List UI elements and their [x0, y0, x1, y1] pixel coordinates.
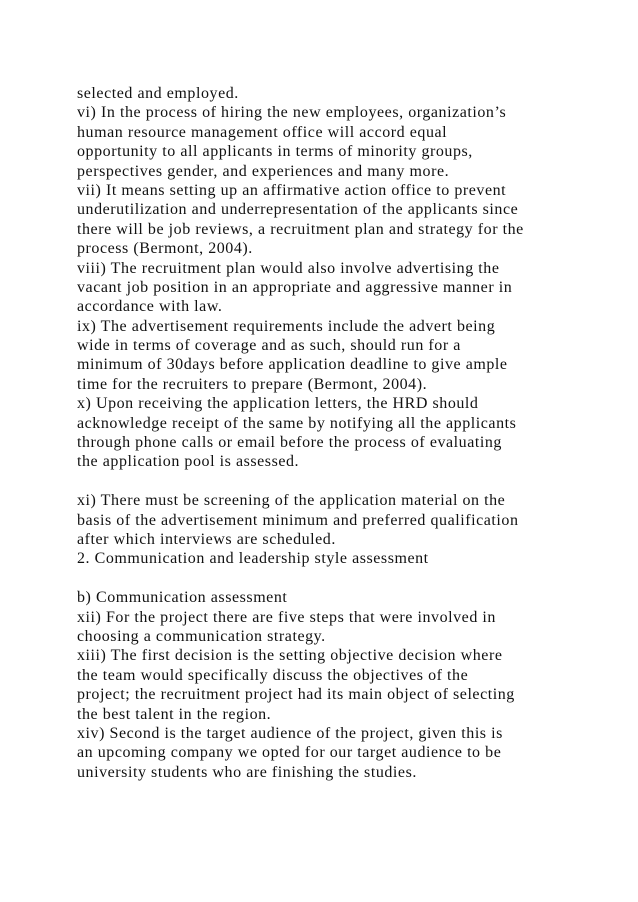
text-line: accordance with law. [77, 298, 223, 316]
text-line: vacant job position in an appropriate and aggressive manner in [77, 278, 513, 296]
text-line: university students who are finishing the studies. [77, 763, 417, 781]
subsection-heading: b) Communication assessment [77, 589, 288, 607]
blank-line [77, 472, 617, 491]
text-line: the application pool is assessed. [77, 453, 300, 471]
text-line: process (Bermont, 2004). [77, 240, 253, 258]
text-line: project; the recruitment project had its main object of selecting [77, 686, 515, 704]
text-line: time for the recruiters to prepare (Bermont, 2004). [77, 375, 428, 393]
text-line: xiv) Second is the target audience of the project, given this is [77, 724, 503, 742]
text-line: minimum of 30days before application deadline to give ample [77, 356, 508, 374]
text-line: basis of the advertisement minimum and preferred qualification [77, 511, 519, 529]
text-line: opportunity to all applicants in terms of minority groups, [77, 143, 473, 161]
text-line: through phone calls or email before the process of evaluating [77, 434, 502, 452]
text-line: underutilization and underrepresentation of the applicants since [77, 201, 519, 219]
text-line: vi) In the process of hiring the new employees, organization’s [77, 104, 507, 122]
text-line: after which interviews are scheduled. [77, 530, 336, 548]
text-line: acknowledge receipt of the same by notifying all the applicants [77, 414, 517, 432]
text-line: xii) For the project there are five steps that were involved in [77, 608, 496, 626]
text-line: human resource management office will accord equal [77, 123, 448, 141]
section-heading: 2. Communication and leadership style assessment [77, 550, 429, 568]
text-line: x) Upon receiving the application letters, the HRD should [77, 395, 479, 413]
text-line: selected and employed. [77, 85, 239, 102]
text-line: the best talent in the region. [77, 705, 272, 723]
text-line: perspectives gender, and experiences and many more. [77, 162, 450, 180]
text-line: an upcoming company we opted for our target audience to be [77, 744, 502, 762]
blank-line [77, 569, 617, 588]
text-line: xiii) The first decision is the setting objective decision where [77, 647, 503, 665]
text-line: viii) The recruitment plan would also involve advertising the [77, 259, 500, 277]
text-line: choosing a communication strategy. [77, 627, 326, 645]
text-line: vii) It means setting up an affirmative action office to prevent [77, 181, 507, 199]
document-body [77, 84, 617, 782]
text-line: ix) The advertisement requirements include the advert being [77, 317, 496, 335]
text-line: there will be job reviews, a recruitment plan and strategy for the [77, 220, 524, 238]
text-line: xi) There must be screening of the application material on the [77, 492, 506, 510]
text-line: wide in terms of coverage and as such, should run for a [77, 337, 461, 355]
text-line: the team would specifically discuss the objectives of the [77, 666, 469, 684]
